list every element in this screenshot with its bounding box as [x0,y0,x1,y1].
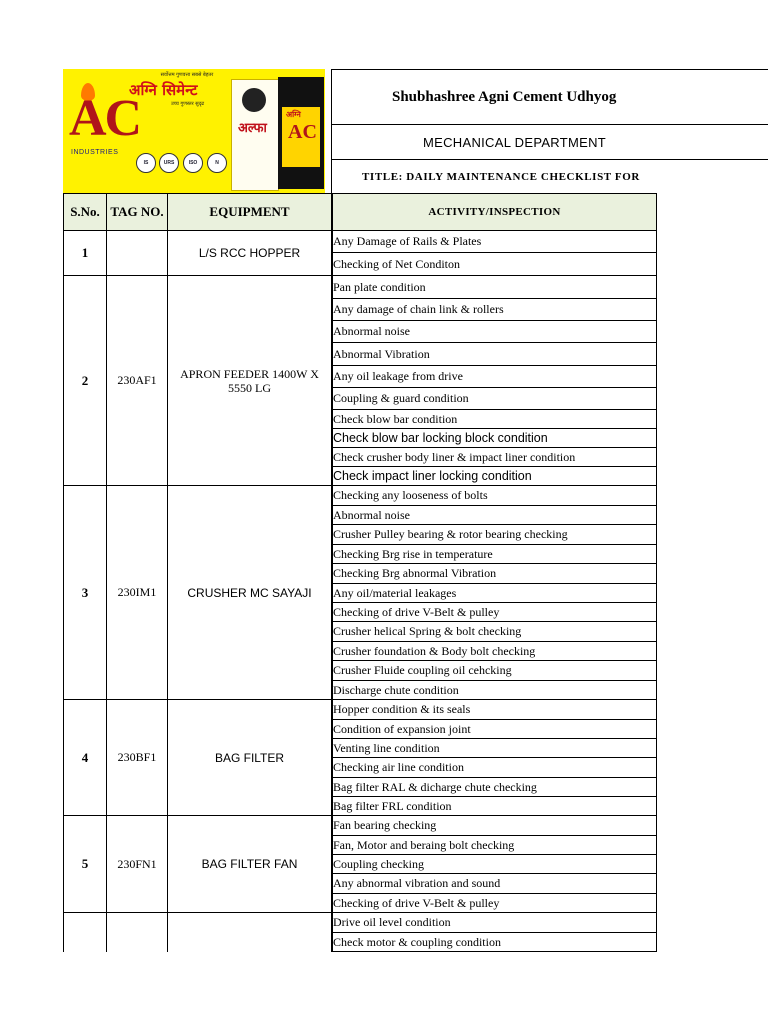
tag-cell: 230IM1 [107,486,168,700]
activity-cell: Crusher Pulley bearing & rotor bearing checking [333,525,657,545]
col-header-activity: ACTIVITY/INSPECTION [333,194,657,231]
department-name: MECHANICAL DEPARTMENT [331,124,768,159]
activity-cell: Abnormal Vibration [333,343,657,366]
activity-cell: Check blow bar condition [333,410,657,429]
table-header-row [64,194,657,231]
equipment-cell: CRUSHER MC SAYAJI [168,486,332,700]
equipment-cell [168,913,332,952]
tag-cell [107,231,168,276]
maintenance-checklist-table [63,193,657,952]
activity-cell: Checking of drive V-Belt & pulley [333,603,657,622]
equipment-cell: L/S RCC HOPPER [168,231,332,276]
activity-cell: Any oil/material leakages [333,584,657,603]
activity-cell: Any Damage of Rails & Plates [333,231,657,253]
activity-cell: Fan bearing checking [333,816,657,836]
activity-cell: Checking air line condition [333,758,657,778]
table-row [64,816,657,836]
activity-cell: Coupling & guard condition [333,388,657,410]
activity-cell: Checking Brg abnormal Vibration [333,564,657,584]
activity-cell: Check blow bar locking block condition [333,429,657,448]
activity-cell: Bag filter FRL condition [333,797,657,816]
equipment-cell: BAG FILTER [168,700,332,816]
company-name: Shubhashree Agni Cement Udhyog [331,69,768,124]
activity-cell: Check impact liner locking condition [333,467,657,486]
activity-cell: Hopper condition & its seals [333,700,657,720]
activity-cell: Abnormal noise [333,321,657,343]
logo-hindi-tagline: सर्वोत्तम गुणवत्ता सबसे बेहतर [160,72,214,78]
sno-cell: 1 [64,231,107,276]
activity-cell: Crusher helical Spring & bolt checking [333,622,657,642]
activity-cell: Checking Brg rise in temperature [333,545,657,564]
activity-cell: Crusher foundation & Body bolt checking [333,642,657,661]
company-logo-banner [63,69,325,193]
equipment-cell: BAG FILTER FAN [168,816,332,913]
logo-hindi-subtitle: उच्च गुणस्तर सुदृढ [171,101,205,107]
cement-bag-image-1 [231,79,279,191]
table-row [64,231,657,253]
cert-badge-urs: URS [159,153,179,173]
activity-cell: Checking any looseness of bolts [333,486,657,506]
bag2-label: अग्नि [286,110,301,119]
logo-hindi-brand: अग्नि सिमेन्ट [129,81,198,99]
activity-cell: Any abnormal vibration and sound [333,874,657,894]
table-row [64,913,657,933]
activity-cell: Abnormal noise [333,506,657,525]
checklist-title: TITLE: DAILY MAINTENANCE CHECKLIST FOR [331,159,768,193]
activity-cell: Fan, Motor and beraing bolt checking [333,836,657,855]
activity-cell: Bag filter RAL & dicharge chute checking [333,778,657,797]
cert-badge-is: IS [136,153,156,173]
activity-cell: Check motor & coupling condition [333,933,657,952]
activity-cell: Checking of drive V-Belt & pulley [333,894,657,913]
sno-cell [64,913,107,952]
col-header-tag: TAG NO. [107,194,168,231]
tag-cell: 230FN1 [107,816,168,913]
cert-badge-n: N [207,153,227,173]
sno-cell: 2 [64,276,107,486]
table-row [64,276,657,299]
tag-cell [107,913,168,952]
sno-cell: 4 [64,700,107,816]
activity-cell: Crusher Fluide coupling oil cehcking [333,661,657,681]
activity-cell: Drive oil level condition [333,913,657,933]
bag-emblem-icon [242,88,266,112]
activity-cell: Venting line condition [333,739,657,758]
bag1-label: अल्फा [238,121,267,136]
tag-cell: 230BF1 [107,700,168,816]
equipment-cell: APRON FEEDER 1400W X 5550 LG [168,276,332,486]
sno-cell: 5 [64,816,107,913]
col-header-sno: S.No. [64,194,107,231]
activity-cell: Checking of Net Conditon [333,253,657,276]
activity-cell: Any oil leakage from drive [333,366,657,388]
table-row [64,486,657,506]
logo-ac-letters: AC [69,90,141,147]
activity-cell: Discharge chute condition [333,681,657,700]
activity-cell: Pan plate condition [333,276,657,299]
activity-cell: Any damage of chain link & rollers [333,299,657,321]
sno-cell: 3 [64,486,107,700]
table-row [64,700,657,720]
activity-cell: Coupling checking [333,855,657,874]
cert-badge-iso: ISO [183,153,203,173]
col-header-equipment: EQUIPMENT [168,194,332,231]
logo-industries-label: INDUSTRIES [71,149,119,156]
cement-bag-image-2 [278,77,324,189]
activity-cell: Condition of expansion joint [333,720,657,739]
bag2-ac-letters: AC [288,121,317,143]
tag-cell: 230AF1 [107,276,168,486]
activity-cell: Check crusher body liner & impact liner condition [333,448,657,467]
